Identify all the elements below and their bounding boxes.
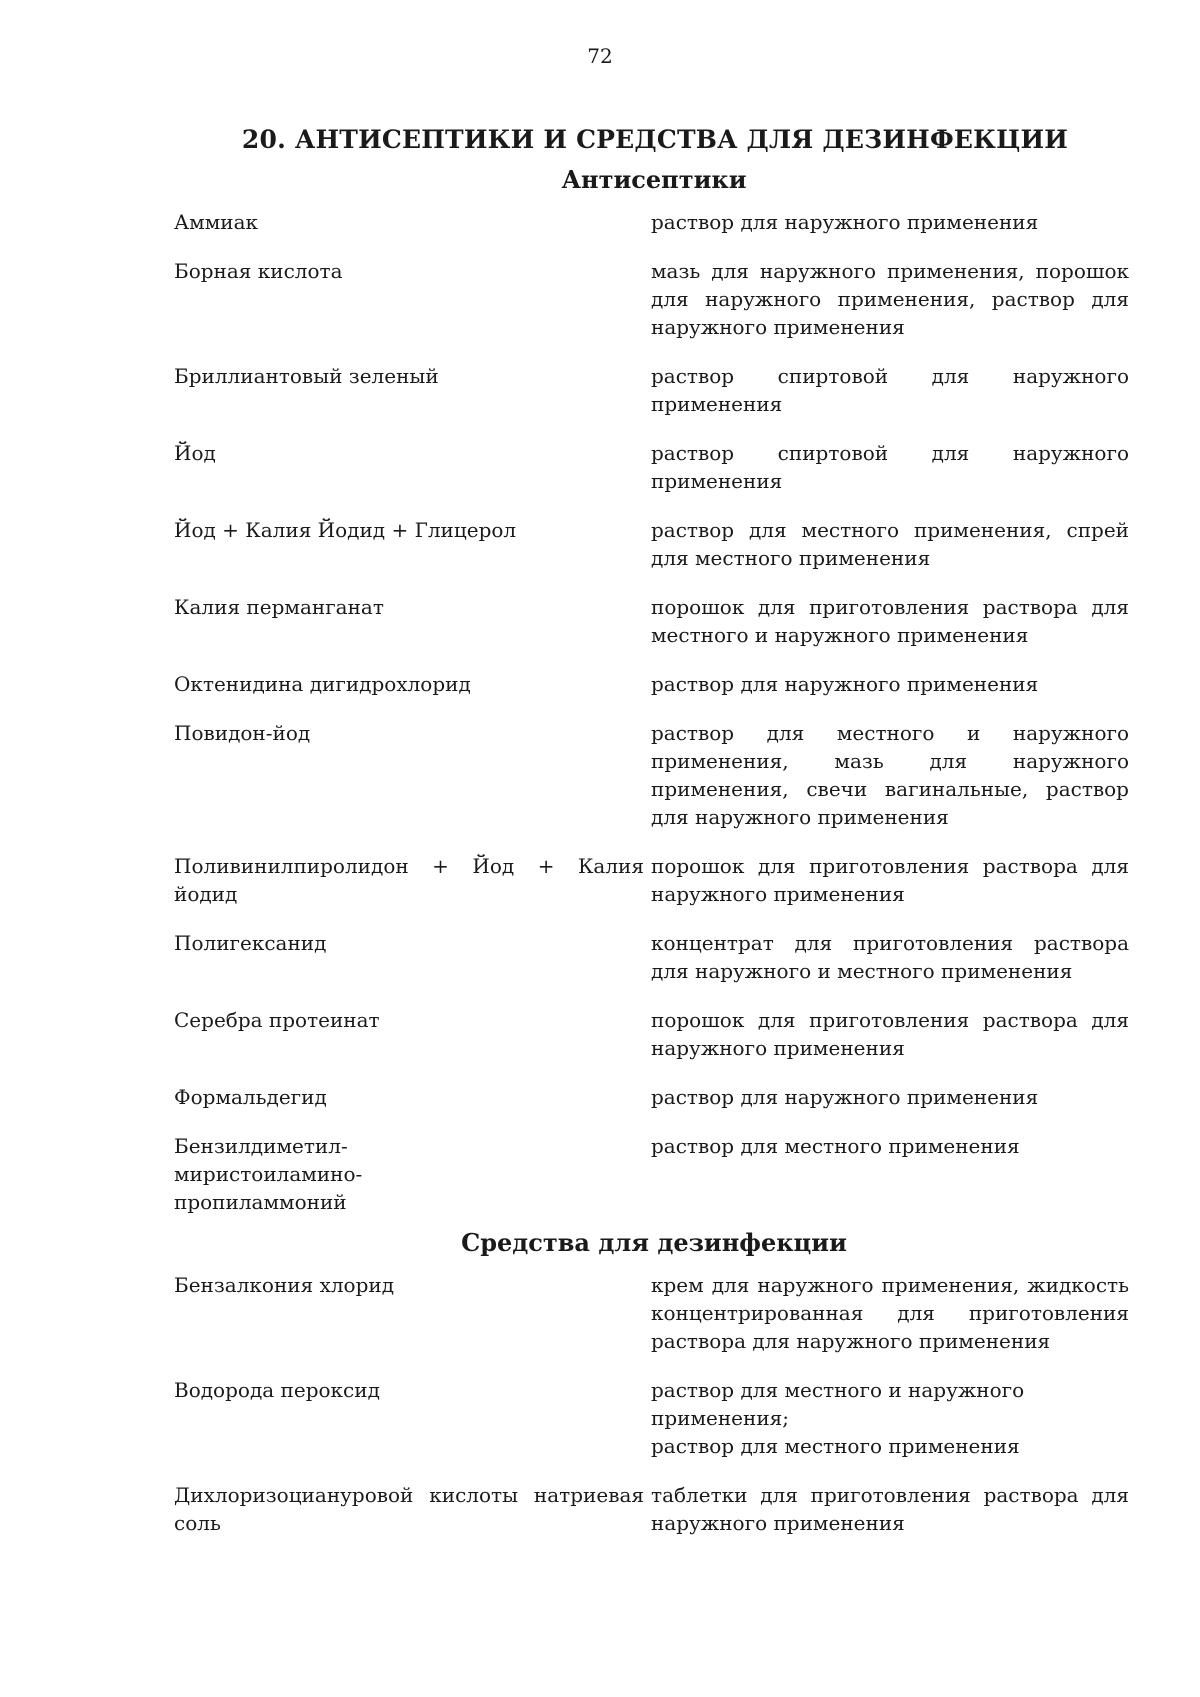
drug-name: Водорода пероксид [174, 1378, 380, 1402]
section-title: Антисептики [561, 165, 747, 194]
dosage-form: порошок для приготовления раствора для наружного применения [651, 854, 1129, 906]
drug-name: Йод + Калия Йодид + Глицерол [174, 518, 517, 542]
drug-name: Борная кислота [174, 259, 343, 283]
dosage-form: таблетки для приготовления раствора для наружного применения [651, 1483, 1129, 1535]
dosage-form [651, 1376, 1129, 1460]
drug-name: Дихлоризоциануровой кислоты натриевая соль [174, 1483, 644, 1535]
drug-name: Поливинилпиролидон + Йод + Калия йодид [174, 854, 644, 906]
dosage-form: раствор для наружного применения [651, 210, 1039, 234]
drug-name: Серебра протеинат [174, 1008, 380, 1032]
drug-row [174, 1132, 1134, 1216]
dosage-form: раствор для наружного применения [651, 672, 1039, 696]
drug-row [174, 593, 1134, 649]
dosage-form: раствор для местного и наружного применения, мазь для наружного применения, свечи вагинальные, раствор для наружного применения [651, 721, 1129, 829]
drug-row [174, 1006, 1134, 1062]
drug-list [174, 208, 1134, 1216]
drug-name: Аммиак [174, 210, 259, 234]
dosage-form: порошок для приготовления раствора для наружного применения [651, 1008, 1129, 1060]
dosage-form: раствор для местного применения, спрей для местного применения [651, 518, 1129, 570]
dosage-form-line: применения; [651, 1406, 790, 1430]
drug-name: Полигексанид [174, 931, 327, 955]
page-number: 72 [587, 44, 613, 68]
drug-row [174, 719, 1134, 831]
drug-row [174, 852, 1134, 908]
dosage-form: раствор для наружного применения [651, 1085, 1039, 1109]
drug-row [174, 257, 1134, 341]
drug-row [174, 670, 1134, 698]
drug-name: Йод [174, 441, 216, 465]
section-title: Средства для дезинфекции [461, 1228, 847, 1257]
dosage-form: порошок для приготовления раствора для местного и наружного применения [651, 595, 1129, 647]
drug-row [174, 439, 1134, 495]
drug-name: Октенидина дигидрохлорид [174, 672, 471, 696]
dosage-form: концентрат для приготовления раствора для наружного и местного применения [651, 931, 1129, 983]
dosage-form: раствор спиртовой для наружного применения [651, 364, 1129, 416]
drug-name: Бриллиантовый зеленый [174, 364, 439, 388]
drug-name: Калия перманганат [174, 595, 384, 619]
drug-row [174, 1376, 1134, 1460]
drug-name: Повидон-йод [174, 721, 311, 745]
drug-name: Бензалкония хлорид [174, 1273, 395, 1297]
section-disinfectants [174, 1228, 1134, 1537]
drug-row [174, 1083, 1134, 1111]
drug-row [174, 1271, 1134, 1355]
dosage-form: раствор спиртовой для наружного применения [651, 441, 1129, 493]
drug-list [174, 1271, 1134, 1537]
drug-name: Бензилдиметил-миристоиламино-пропиламмоний [174, 1134, 363, 1214]
dosage-form-line: раствор для местного и наружного [651, 1378, 1025, 1402]
dosage-form: крем для наружного применения, жидкость концентрированная для приготовления раствора для наружного применения [651, 1273, 1129, 1353]
drug-row [174, 1481, 1134, 1537]
drug-row [174, 208, 1134, 236]
drug-row [174, 929, 1134, 985]
dosage-form: мазь для наружного применения, порошок для наружного применения, раствор для наружного применения [651, 259, 1129, 339]
drug-name: Формальдегид [174, 1085, 327, 1109]
drug-row [174, 516, 1134, 572]
chapter-title: 20. АНТИСЕПТИКИ И СРЕДСТВА ДЛЯ ДЕЗИНФЕКЦИИ [241, 125, 1069, 154]
section-antiseptics [174, 165, 1134, 1216]
dosage-form-line: раствор для местного применения [651, 1434, 1020, 1458]
dosage-form: раствор для местного применения [651, 1134, 1020, 1158]
drug-row [174, 362, 1134, 418]
